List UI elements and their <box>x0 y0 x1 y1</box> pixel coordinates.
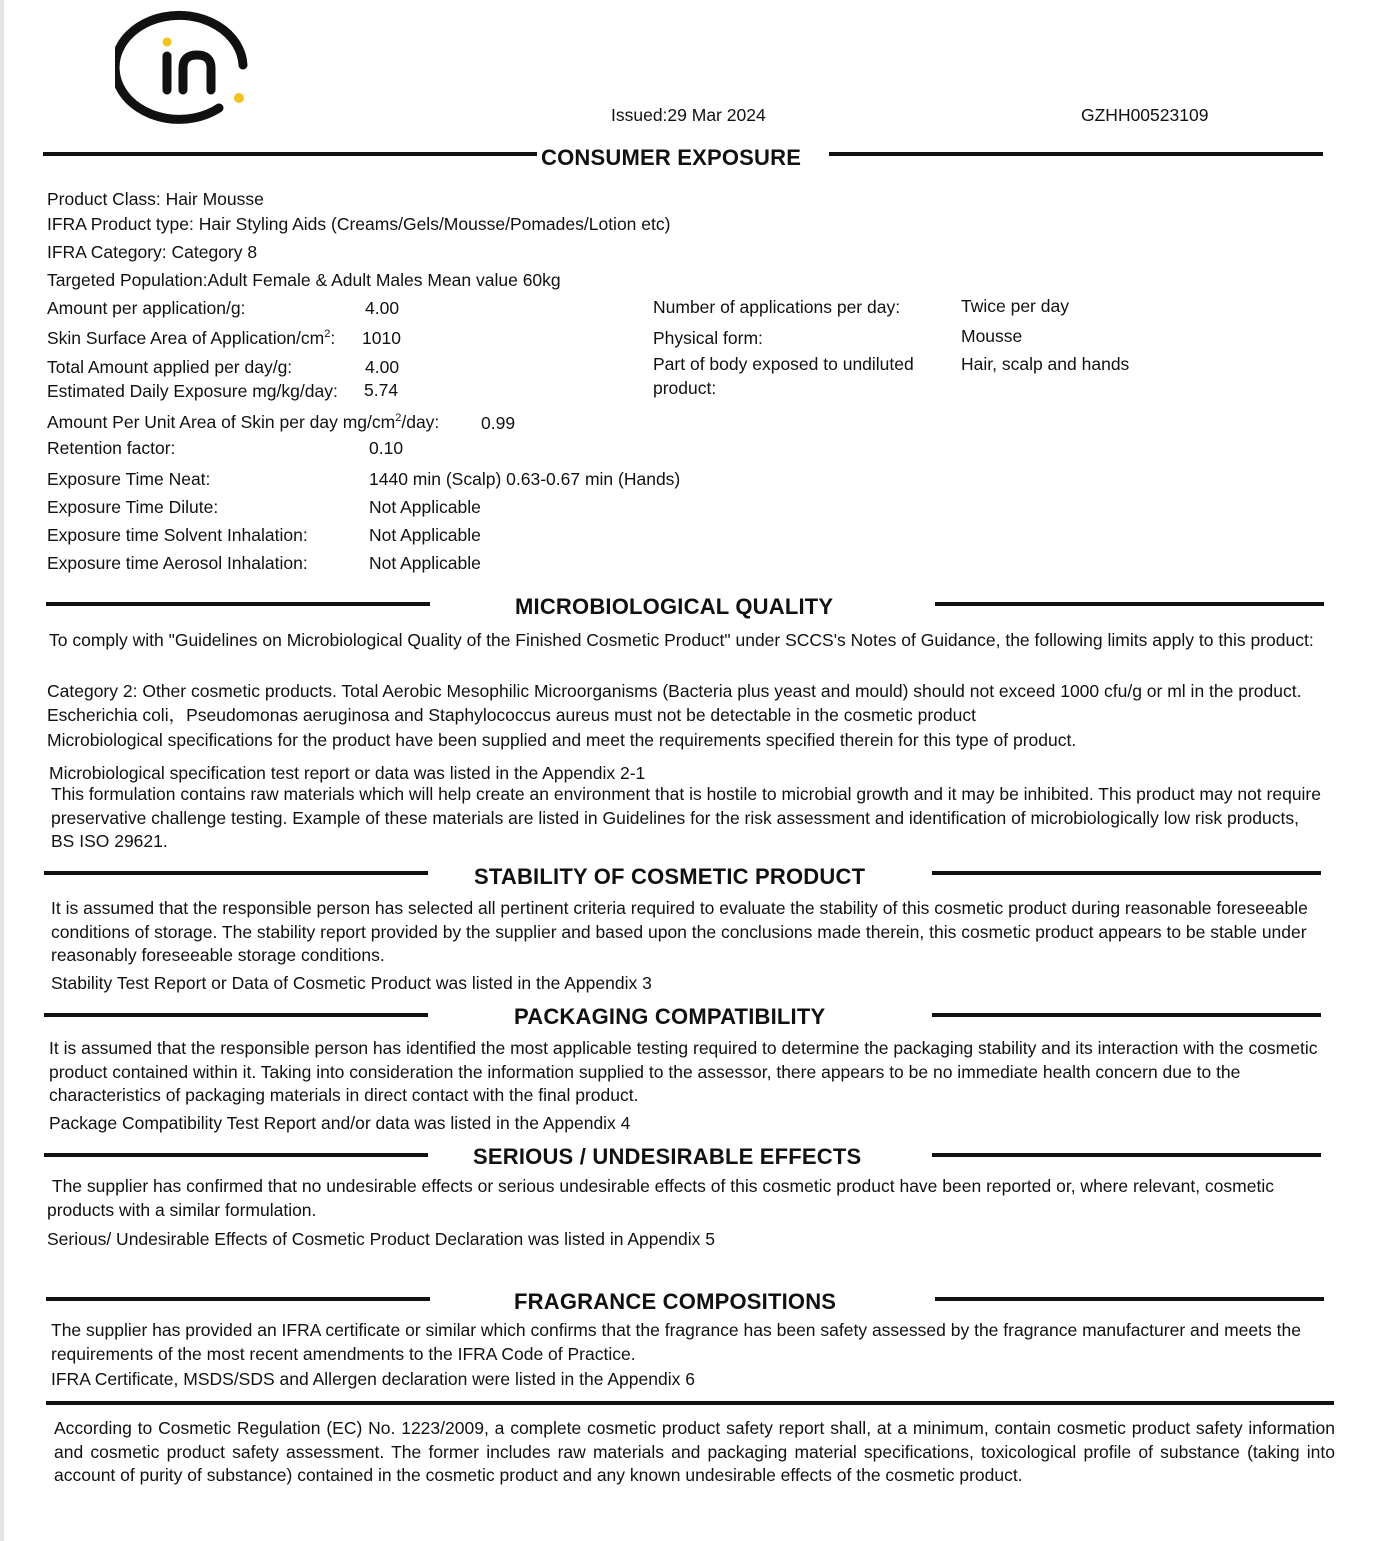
exposure-neat-value: 1440 min (Scalp) 0.63-0.67 min (Hands) <box>369 469 681 489</box>
micro-paragraph-5: This formulation contains raw materials which will help create an environment that is hostile to microbial growth and it may be inhibited. This product may not require preservative challenge testing. Example of these materials are listed in Guidelines for the risk assessment and identification of microbiologically low risk products, BS ISO 29621. <box>51 784 1321 851</box>
section-rule-right <box>932 1013 1321 1017</box>
micro-paragraph-2: Category 2: Other cosmetic products. Total Aerobic Mesophilic Microorganisms (Bacteria plus yeast and mould) should not exceed 1000 cfu/g or ml in the product. Escherichia coli，Pseudomonas aeruginosa and Staphylococcus aureus must not be detectable in the cosmetic product <box>47 681 1302 725</box>
packaging-paragraph-1: It is assumed that the responsible person has identified the most applicable testing required to determine the packaging stability and its interaction with the cosmetic product contained within it. Taking into consideration the information supplied to the assessor, there appears to be no immediate health concern due to the characteristics of packaging materials in direct contact with the final product. <box>49 1038 1318 1105</box>
exposure-aerosol-value: Not Applicable <box>369 553 481 573</box>
logo-dot-top <box>163 38 172 47</box>
section-rule-left <box>46 1297 430 1301</box>
ifra-product-type: IFRA Product type: Hair Styling Aids (Creams/Gels/Mousse/Pomades/Lotion etc) <box>47 214 671 234</box>
serious-effects-paragraph-2: Serious/ Undesirable Effects of Cosmetic Product Declaration was listed in Appendix 5 <box>47 1229 715 1249</box>
section-rule-right <box>829 152 1323 156</box>
total-amount-label: Total Amount applied per day/g: <box>47 357 293 377</box>
fragrance-paragraph-2: IFRA Certificate, MSDS/SDS and Allergen declaration were listed in the Appendix 6 <box>51 1369 695 1389</box>
product-class: Product Class: Hair Mousse <box>47 189 264 209</box>
ifra-category: IFRA Category: Category 8 <box>47 242 258 262</box>
exposure-neat-label: Exposure Time Neat: <box>47 469 211 489</box>
section-rule-left <box>44 1013 428 1017</box>
section-rule-left <box>44 1153 428 1157</box>
micro-paragraph-1: To comply with "Guidelines on Microbiological Quality of the Finished Cosmetic Product" under SCCS's Notes of Guidance, the following limits apply to this product: <box>49 630 1314 650</box>
applications-per-day-label: Number of applications per day: <box>653 297 901 317</box>
applications-per-day-value: Twice per day <box>961 296 1069 316</box>
fragrance-paragraph-1: The supplier has provided an IFRA certificate or similar which confirms that the fragrance has been safety assessed by the fragrance manufacturer and meets the requirements of the most recent amendments to the IFRA Code of Practice. <box>51 1320 1301 1364</box>
total-amount-value: 4.00 <box>365 357 400 377</box>
exposure-aerosol-label: Exposure time Aerosol Inhalation: <box>47 553 308 573</box>
body-part-label-line1: Part of body exposed to undiluted <box>653 354 914 374</box>
microbiological-quality-title: MICROBIOLOGICAL QUALITY <box>515 594 834 619</box>
exposure-solvent-label: Exposure time Solvent Inhalation: <box>47 525 308 545</box>
regulation-note: According to Cosmetic Regulation (EC) No. 1223/2009, a complete cosmetic product safety report shall, at a minimum, contain cosmetic product safety information and cosmetic product safety assessment. The former includes raw materials and packaging material specifications, toxicological profile of substance (taking into account of purity of substance) contained in the cosmetic product and any known undesirable effects of the cosmetic product. <box>54 1418 1335 1485</box>
retention-factor-label: Retention factor: <box>47 438 176 458</box>
exposure-dilute-label: Exposure Time Dilute: <box>47 497 219 517</box>
micro-paragraph-3: Microbiological specifications for the product have been supplied and meet the requirements specified therein for this type of product. <box>47 730 1077 750</box>
page-left-edge <box>0 0 4 1541</box>
fragrance-title: FRAGRANCE COMPOSITIONS <box>514 1289 837 1314</box>
packaging-title: PACKAGING COMPATIBILITY <box>514 1004 826 1029</box>
serious-effects-paragraph-1: The supplier has confirmed that no undesirable effects or serious undesirable effects of this cosmetic product have been reported or, where relevant, cosmetic products with a similar formulation. <box>47 1176 1279 1220</box>
section-rule-right <box>932 1153 1321 1157</box>
physical-form-label: Physical form: <box>653 328 763 348</box>
micro-paragraph-4: Microbiological specification test report or data was listed in the Appendix 2-1 <box>49 763 646 783</box>
targeted-population: Targeted Population:Adult Female & Adult Males Mean value 60kg <box>47 270 561 290</box>
section-rule-left <box>46 602 430 606</box>
company-logo <box>115 10 260 128</box>
physical-form-value: Mousse <box>961 326 1023 346</box>
section-rule-right <box>932 871 1321 875</box>
section-rule-left <box>43 152 537 156</box>
amount-per-unit-area-value: 0.99 <box>481 413 516 433</box>
estimated-daily-value: 5.74 <box>364 380 399 400</box>
logo-dot-bottom <box>234 93 244 103</box>
stability-paragraph-1: It is assumed that the responsible person has selected all pertinent criteria required to evaluate the stability of this cosmetic product during reasonable foreseeable conditions of storage. The stability report provided by the supplier and based upon the conclusions made therein, this cosmetic product appears to be stable under reasonably foreseeable storage conditions. <box>51 898 1308 965</box>
retention-factor-value: 0.10 <box>369 438 404 458</box>
estimated-daily-label: Estimated Daily Exposure mg/kg/day: <box>47 381 338 401</box>
report-number: GZHH00523109 <box>1081 105 1209 125</box>
exposure-dilute-value: Not Applicable <box>369 497 481 517</box>
issued-date: Issued:29 Mar 2024 <box>611 105 766 125</box>
section-rule-right <box>935 602 1324 606</box>
packaging-paragraph-2: Package Compatibility Test Report and/or data was listed in the Appendix 4 <box>49 1113 631 1133</box>
stability-title: STABILITY OF COSMETIC PRODUCT <box>474 864 866 889</box>
amount-per-application-label: Amount per application/g: <box>47 298 246 318</box>
exposure-solvent-value: Not Applicable <box>369 525 481 545</box>
serious-effects-title: SERIOUS / UNDESIRABLE EFFECTS <box>473 1144 862 1169</box>
section-rule-left <box>44 871 428 875</box>
body-part-label-line2: product: <box>653 378 717 398</box>
footer-rule <box>46 1401 1334 1405</box>
stability-paragraph-2: Stability Test Report or Data of Cosmetic Product was listed in the Appendix 3 <box>51 973 652 993</box>
amount-per-application-value: 4.00 <box>365 298 400 318</box>
skin-surface-value: 1010 <box>362 328 401 348</box>
body-part-value: Hair, scalp and hands <box>961 354 1130 374</box>
section-rule-right <box>935 1297 1324 1301</box>
skin-surface-label: Skin Surface Area of Application/$cm^2$: <box>47 328 336 348</box>
amount-per-unit-area-label: Amount Per Unit Area of Skin per day $mg/cm^2$/day: <box>47 412 440 432</box>
consumer-exposure-title: CONSUMER EXPOSURE <box>541 145 802 170</box>
